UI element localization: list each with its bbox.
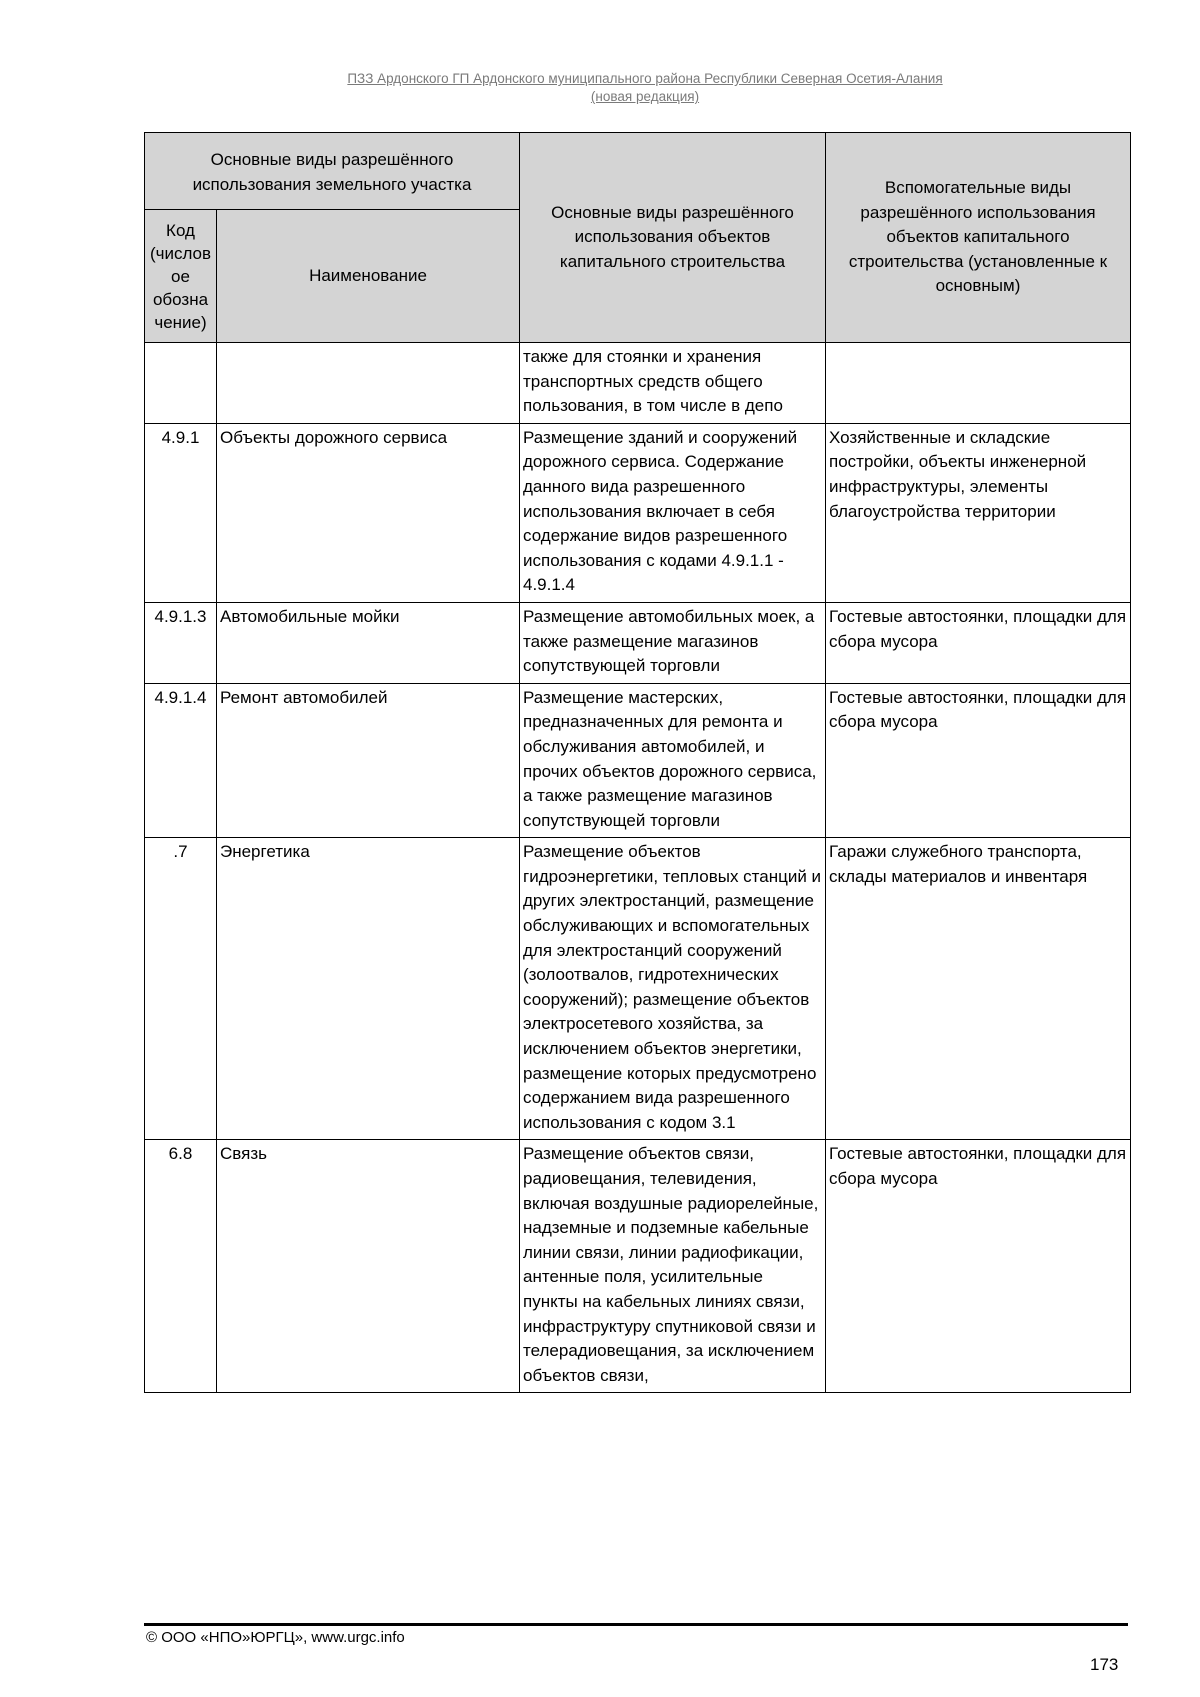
row-auxiliary-use: Гаражи служебного транспорта, склады материалов и инвентаря: [826, 838, 1131, 1140]
row-main-use: Размещение мастерских, предназначенных для ремонта и обслуживания автомобилей, и прочих объектов дорожного сервиса, а также размещение магазинов сопутствующей торговли: [520, 683, 826, 838]
name-column-header: Наименование: [217, 210, 520, 343]
footer-divider: [144, 1623, 1128, 1626]
row-name: Объекты дорожного сервиса: [217, 423, 520, 602]
document-header: [0, 70, 1200, 106]
row-code: 4.9.1: [145, 423, 217, 602]
page-number: 173: [1090, 1655, 1119, 1674]
row-name: Автомобильные мойки: [217, 602, 520, 683]
table-row: [145, 343, 1131, 424]
row-name: Энергетика: [217, 838, 520, 1140]
row-auxiliary-use: Гостевые автостоянки, площадки для сбора мусора: [826, 1140, 1131, 1393]
land-plot-use-group-header: Основные виды разрешённого использования земельного участка: [145, 133, 520, 210]
row-name: [217, 343, 520, 424]
table-row: [145, 602, 1131, 683]
header-line-2: (новая редакция): [590, 89, 700, 104]
copyright-text: © ООО «НПО»ЮРГЦ», www.urgc.info: [146, 1629, 405, 1646]
row-auxiliary-use: Гостевые автостоянки, площадки для сбора мусора: [826, 602, 1131, 683]
row-main-use: также для стоянки и хранения транспортных средств общего пользования, в том числе в депо: [520, 343, 826, 424]
table-row: [145, 1140, 1131, 1393]
code-column-header: Код (числов ое обозна чение): [145, 210, 217, 343]
header-line-1: ПЗЗ Ардонского ГП Ардонского муниципального района Республики Северная Осетия-Алания: [347, 71, 943, 86]
row-auxiliary-use: Хозяйственные и складские постройки, объекты инженерной инфраструктуры, элементы благоустройства территории: [826, 423, 1131, 602]
main-use-header: Основные виды разрешённого использования объектов капитального строительства: [520, 133, 826, 343]
row-code: [145, 343, 217, 424]
table-row: [145, 683, 1131, 838]
row-name: Ремонт автомобилей: [217, 683, 520, 838]
row-name: Связь: [217, 1140, 520, 1393]
table-header-row-1: [145, 133, 1131, 210]
row-main-use: Размещение объектов связи, радиовещания, телевидения, включая воздушные радиорелейные, надземные и подземные кабельные линии связи, линии радиофикации, антенные поля, усилительные пункты на кабельных линиях связи, инфраструктуру спутниковой связи и телерадиовещания, за исключением объектов связи,: [520, 1140, 826, 1393]
row-code: .7: [145, 838, 217, 1140]
land-use-table: [144, 132, 1131, 1393]
row-code: 4.9.1.4: [145, 683, 217, 838]
row-auxiliary-use: [826, 343, 1131, 424]
row-main-use: Размещение зданий и сооружений дорожного сервиса. Содержание данного вида разрешенного использования включает в себя содержание видов разрешенного использования с кодами 4.9.1.1 - 4.9.1.4: [520, 423, 826, 602]
row-code: 4.9.1.3: [145, 602, 217, 683]
row-main-use: Размещение объектов гидроэнергетики, тепловых станций и других электростанций, размещение обслуживающих и вспомогательных для электростанций сооружений (золоотвалов, гидротехнических сооружений); размещение объектов электросетевого хозяйства, за исключением объектов энергетики, размещение которых предусмотрено содержанием вида разрешенного использования с кодом 3.1: [520, 838, 826, 1140]
auxiliary-use-header: Вспомогательные виды разрешённого использования объектов капитального строительства (установленные к основным): [826, 133, 1131, 343]
row-main-use: Размещение автомобильных моек, а также размещение магазинов сопутствующей торговли: [520, 602, 826, 683]
table-row: [145, 423, 1131, 602]
row-auxiliary-use: Гостевые автостоянки, площадки для сбора мусора: [826, 683, 1131, 838]
row-code: 6.8: [145, 1140, 217, 1393]
table-row: [145, 838, 1131, 1140]
